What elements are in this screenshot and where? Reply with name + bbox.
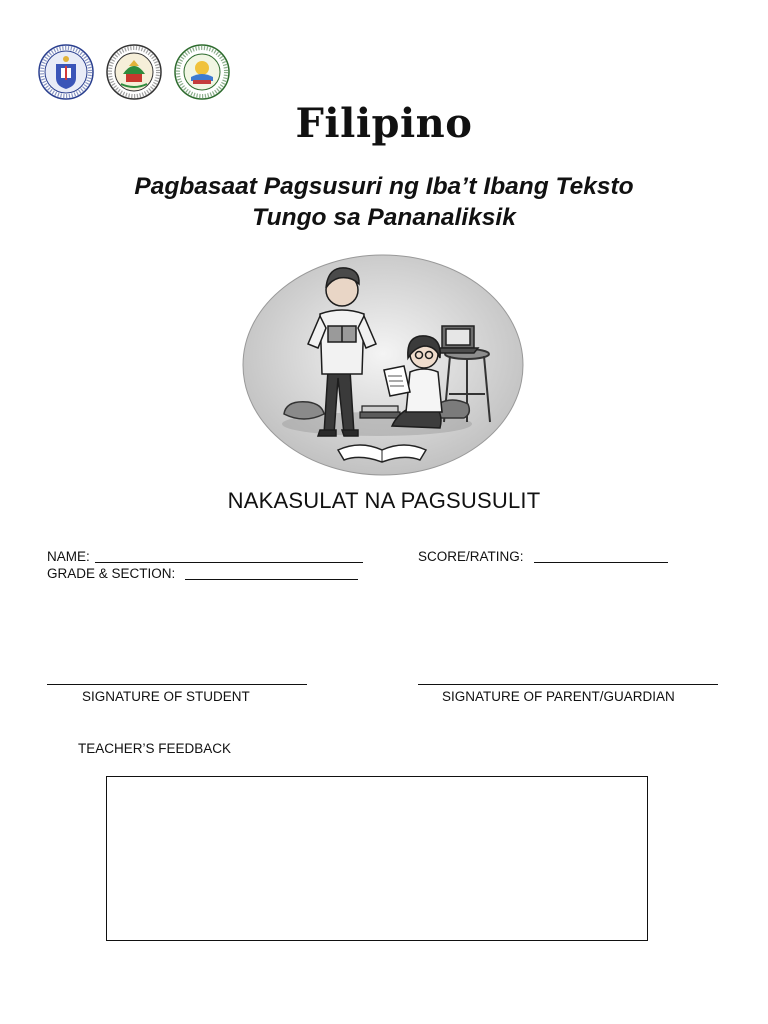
- score-label: SCORE/RATING:: [418, 549, 524, 564]
- name-field[interactable]: [95, 562, 363, 563]
- exam-title: NAKASULAT NA PAGSUSULIT: [227, 488, 541, 513]
- student-signature-line[interactable]: [47, 684, 307, 685]
- parent-signature-label: SIGNATURE OF PARENT/GUARDIAN: [442, 689, 675, 704]
- page-title: Filipino: [295, 100, 473, 147]
- subtitle: [0, 171, 768, 233]
- name-label: NAME:: [47, 549, 90, 564]
- subtitle-line-1: Pagbasaat Pagsusuri ng Iba’t Ibang Teksto: [134, 173, 634, 200]
- student-signature-label: SIGNATURE OF STUDENT: [82, 689, 250, 704]
- subtitle-line-2: Tungo sa Pananaliksik: [252, 204, 516, 231]
- grade-section-label: GRADE & SECTION:: [47, 566, 176, 581]
- teacher-feedback-box[interactable]: [106, 776, 648, 941]
- parent-signature-line[interactable]: [418, 684, 718, 685]
- score-field[interactable]: [534, 562, 668, 563]
- students-reading-illustration: [242, 254, 524, 476]
- division-masbate-city-seal-icon: [106, 44, 162, 100]
- teacher-feedback-label: TEACHER’S FEEDBACK: [78, 741, 232, 756]
- deped-seal-icon: [38, 44, 94, 100]
- grade-section-field[interactable]: [185, 579, 358, 580]
- bolo-nhs-seal-icon: [174, 44, 230, 100]
